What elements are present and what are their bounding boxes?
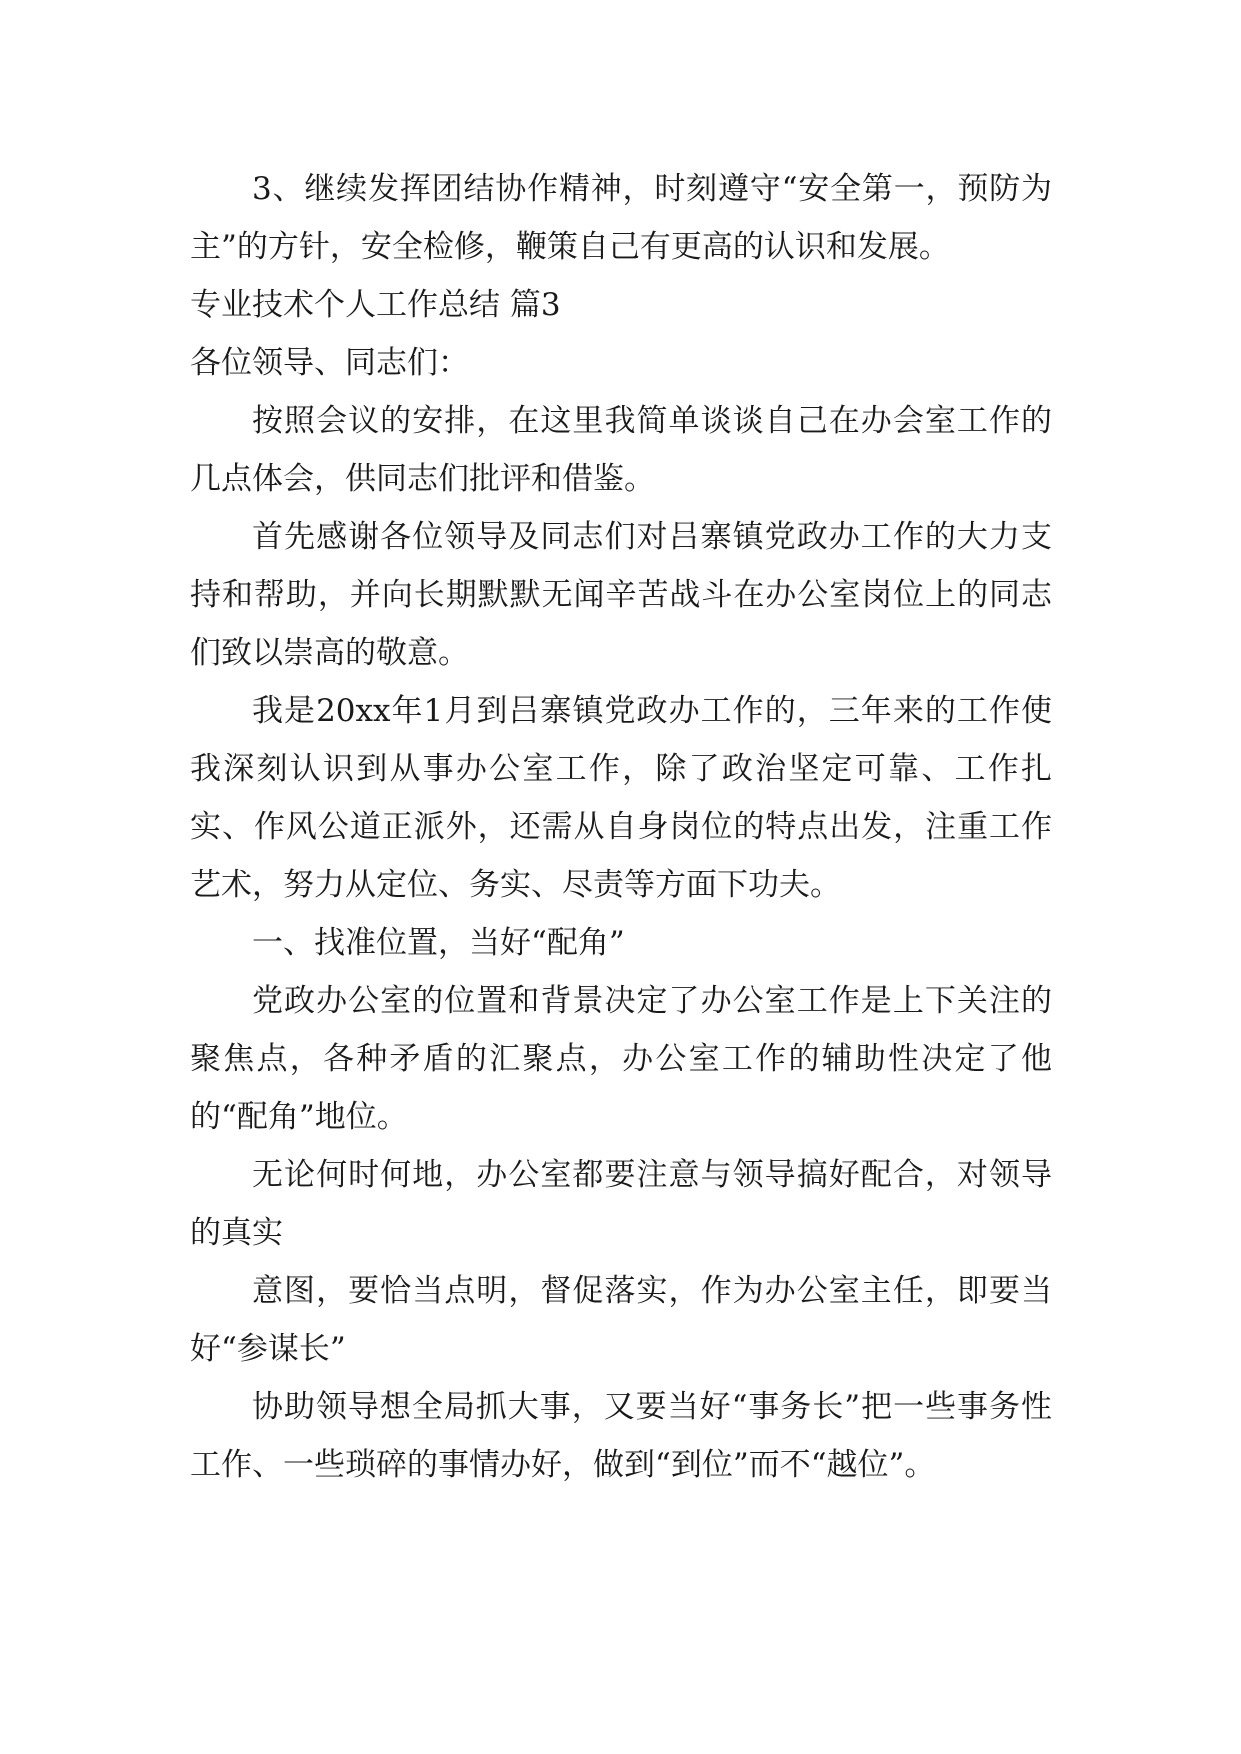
document-body — [190, 160, 1052, 1494]
salutation: 各位领导、同志们： — [190, 345, 469, 381]
paragraph-intent: 意图，要恰当点明，督促落实，作为办公室主任，即要当好“参谋长” — [190, 1273, 1052, 1367]
paragraph-cooperation: 无论何时何地，办公室都要注意与领导搞好配合，对领导的真实 — [190, 1157, 1052, 1251]
paragraph-assist: 协助领导想全局抓大事，又要当好“事务长”把一些事务性工作、一些琐碎的事情办好，做到“到位”而不“越位”。 — [190, 1389, 1052, 1483]
paragraph-office-role: 党政办公室的位置和背景决定了办公室工作是上下关注的聚焦点，各种矛盾的汇聚点，办公室工作的辅助性决定了他的“配角”地位。 — [190, 983, 1052, 1135]
paragraph-experience: 我是20xx年1月到吕寨镇党政办工作的，三年来的工作使我深刻认识到从事办公室工作，除了政治坚定可靠、工作扎实、作风公道正派外，还需从自身岗位的特点出发，注重工作艺术，努力从定位、务实、尽责等方面下功夫。 — [190, 693, 1052, 903]
subheading-positioning: 一、找准位置，当好“配角” — [252, 925, 625, 961]
paragraph-safety-commitment: 3、继续发挥团结协作精神，时刻遵守“安全第一，预防为主”的方针，安全检修，鞭策自己有更高的认识和发展。 — [190, 171, 1052, 265]
section-heading: 专业技术个人工作总结 篇3 — [190, 287, 561, 323]
paragraph-intro: 按照会议的安排，在这里我简单谈谈自己在办会室工作的几点体会，供同志们批评和借鉴。 — [190, 403, 1052, 497]
paragraph-thanks: 首先感谢各位领导及同志们对吕寨镇党政办工作的大力支持和帮助，并向长期默默无闻辛苦战斗在办公室岗位上的同志们致以崇高的敬意。 — [190, 519, 1052, 671]
